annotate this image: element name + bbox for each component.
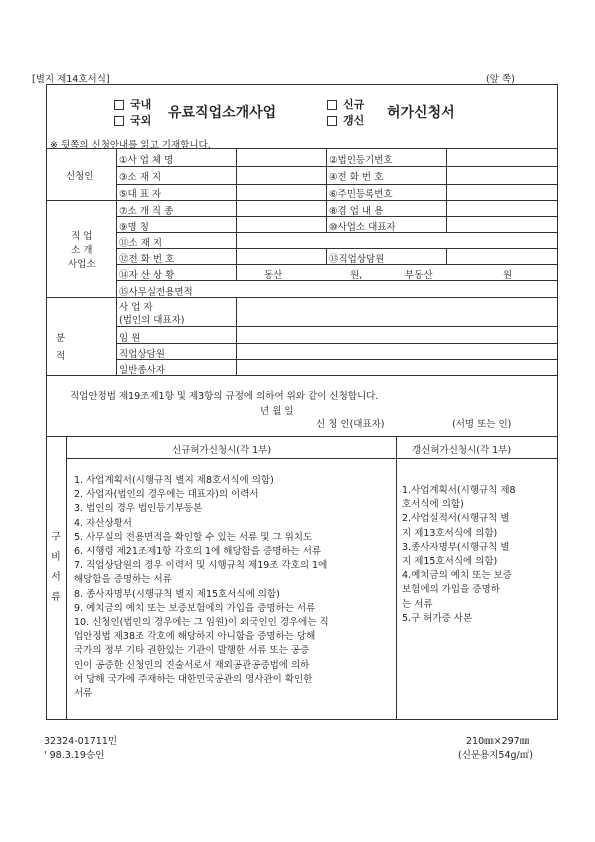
paper-type: (신문용지54g/㎡)	[458, 750, 533, 761]
staff-general: 일반종사자	[119, 365, 165, 376]
field-address: ③소 재 지	[119, 172, 162, 183]
applicant-section-label: 신청인	[66, 171, 94, 182]
checkbox-icon[interactable]	[327, 100, 337, 110]
declaration-text: 직업안정법 제19조제1항 및 제3항의 규정에 의하여 위와 같이 신청합니다.	[70, 391, 379, 402]
option-domestic[interactable]: 국내	[114, 96, 151, 112]
list-item: 업안정법 제38조 각호에 해당하지 아니함을 증명하는 당해	[74, 631, 316, 643]
list-item: 10. 신청인(법인의 경우에는 그 임원)이 외국인인 경우에는 직	[74, 617, 329, 629]
list-item: 8. 종사자명부(시행규칙 별지 제15호서식에 의함)	[74, 588, 280, 600]
page-side-label: (앞 쪽)	[486, 74, 515, 85]
field-job-types: ⑦소 개 직 종	[119, 206, 174, 217]
list-item: 보험에의 가입을 증명하	[402, 584, 500, 596]
staff-section-label: 분 적	[56, 333, 66, 362]
field-office-area: ⑮사무실전용면적	[119, 287, 193, 298]
office-section-label: 직 업 소 개 사업소	[68, 231, 96, 270]
checkbox-icon[interactable]	[327, 116, 337, 126]
assets-won-2: 원	[503, 270, 513, 281]
assets-real-label: 부동산	[405, 270, 433, 281]
form-code: 32324-01711민	[44, 736, 118, 747]
new-permit-list	[74, 474, 329, 701]
list-item: 국가의 정부 기타 권한있는 기관이 발행한 서류 또는 공증	[74, 645, 310, 657]
staff-owner-corp: (법인의 대표자)	[119, 315, 185, 326]
notice: ※ 뒷쪽의 신청안내를 읽고 기재합니다.	[50, 140, 211, 151]
field-counselor: ⑬직업상담원	[329, 254, 385, 265]
list-item: 지 제15호서식에 의함)	[402, 556, 498, 568]
list-item: 5. 사무실의 전용면적을 확인할 수 있는 서류 및 그 위치도	[74, 531, 313, 543]
list-item: 인이 공증한 신청인의 진술서로서 재외공관공증법에 의하	[74, 659, 310, 671]
staff-counselor: 직업상담원	[119, 349, 165, 360]
list-item: 5.구 허가증 사본	[402, 612, 473, 624]
new-permit-header: 신규허가신청시(각 1부)	[172, 445, 272, 456]
assets-movable-label: 동산	[264, 270, 283, 281]
declaration-signer: 신 청 인(대표자)	[316, 419, 385, 430]
list-item: 2.사업실적서(시행규칙 별	[402, 513, 510, 525]
list-item: 4. 자산상황서	[74, 517, 132, 529]
list-item: 3.종사자명부(시행규칙 별	[402, 541, 510, 553]
form-number: [별지 제14호서식]	[32, 74, 110, 85]
staff-officer: 임 원	[119, 333, 141, 344]
staff-owner: 사 업 자	[119, 302, 153, 313]
assets-won-1: 원,	[350, 270, 363, 281]
declaration-date: 년 월 일	[260, 406, 294, 417]
list-item: 1. 사업계획서(시행규칙 별지 제8호서식에 의함)	[74, 475, 274, 486]
checkbox-icon[interactable]	[114, 116, 124, 126]
option-renew[interactable]: 갱신	[327, 112, 364, 128]
attachments-label: 구 비 서 류	[51, 532, 61, 603]
option-foreign[interactable]: 국외	[114, 112, 151, 128]
list-item: 3. 법인의 경우 법인등기부등본	[74, 503, 203, 515]
list-item: 는 서류	[402, 598, 433, 610]
list-item: 여 당해 국가에 주재하는 대한민국공관의 영사관이 확인한	[74, 673, 313, 685]
field-office-phone: ⑫전 화 번 호	[119, 254, 175, 265]
field-office-address: ⑪소 재 지	[119, 238, 163, 249]
field-resident-no: ⑥주민등록번호	[329, 189, 393, 200]
approval-date: ' 98.3.19승인	[44, 750, 105, 761]
list-item: 2. 사업자(법인의 경우에는 대표자)의 이력서	[74, 489, 259, 501]
field-office-name: ⑨명 칭	[119, 222, 149, 233]
form-title-suffix: 허가신청서	[387, 105, 455, 121]
field-company-name: ①사 업 체 명	[119, 155, 174, 166]
field-side-business: ⑧겸 업 내 용	[329, 206, 384, 217]
list-item: 호서식에 의함)	[402, 499, 464, 511]
field-corp-reg-no: ②법인등기번호	[329, 155, 393, 166]
list-item: 9. 예치금의 예치 또는 보증보험에의 가입을 증명하는 서류	[74, 602, 316, 614]
list-item: 지 제13호서식에 의함)	[402, 527, 498, 539]
renew-permit-header: 갱신허가신청시(각 1부)	[412, 445, 512, 456]
list-item: 7. 직업상담원의 경우 이력서 및 시행규칙 제19조 각호의 1에	[74, 560, 328, 572]
list-item: 6. 시행령 제21조제1항 각호의 1에 해당함을 증명하는 서류	[74, 546, 322, 558]
checkbox-icon[interactable]	[114, 100, 124, 110]
list-item: 해당함을 증명하는 서류	[74, 574, 172, 586]
field-office-rep: ⑩사업소 대표자	[329, 222, 396, 233]
field-phone: ④전 화 번 호	[329, 172, 384, 183]
field-representative: ⑤대 표 자	[119, 189, 162, 200]
option-new[interactable]: 신규	[327, 96, 364, 112]
list-item: 4.예치금의 예치 또는 보증	[402, 570, 512, 582]
list-item: 서류	[74, 688, 93, 700]
list-item: 1.사업계획서(시행규칙 제8	[402, 485, 516, 496]
paper-size: 210㎜×297㎜	[466, 736, 530, 747]
form-title: 유료직업소개사업	[168, 105, 277, 121]
field-assets: ⑭자 산 상 황	[119, 270, 175, 281]
declaration-sign: (서명 또는 인)	[452, 419, 512, 430]
renew-permit-list	[402, 484, 516, 626]
